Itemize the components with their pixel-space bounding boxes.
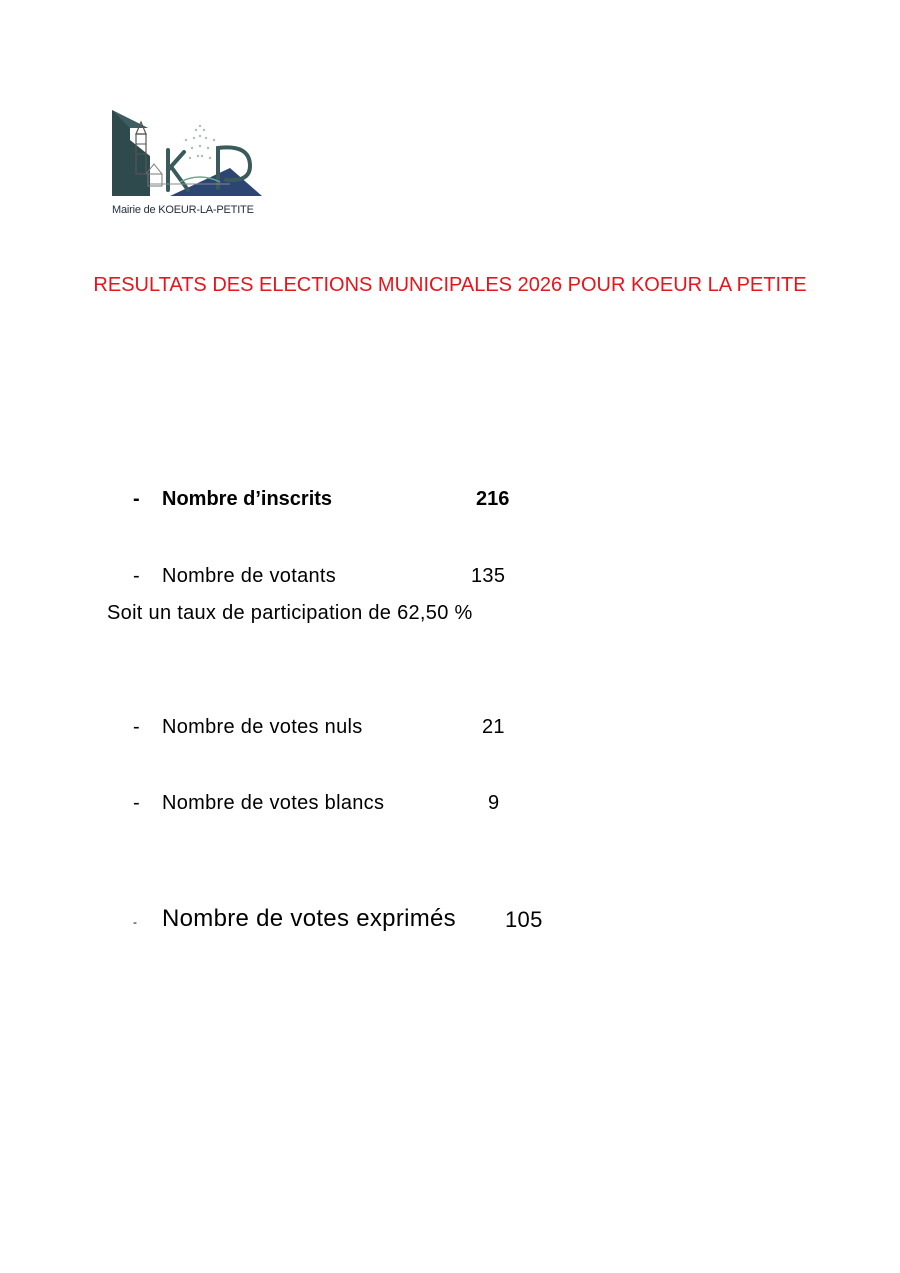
bullet-dash: - <box>133 915 138 929</box>
exprimes-value: 105 <box>505 907 543 932</box>
bullet-dash: - <box>133 716 140 738</box>
town-logo <box>110 110 270 222</box>
blancs-value: 9 <box>488 792 500 814</box>
votants-value: 135 <box>471 565 506 587</box>
votants-label: Nombre de votants <box>162 565 337 587</box>
page-title: RESULTATS DES ELECTIONS MUNICIPALES 2026 POUR KOEUR LA PETITE <box>93 274 807 296</box>
bullet-dash: - <box>133 565 140 587</box>
blancs-label: Nombre de votes blancs <box>162 792 385 814</box>
nuls-label: Nombre de votes nuls <box>162 716 363 738</box>
town-logo-emblem-icon <box>110 110 270 202</box>
bullet-dash: - <box>133 792 140 814</box>
bullet-dash: - <box>133 488 140 510</box>
nuls-value: 21 <box>482 716 505 738</box>
inscrits-value: 216 <box>476 488 510 510</box>
inscrits-label: Nombre d’inscrits <box>162 488 333 510</box>
exprimes-label: Nombre de votes exprimés <box>162 905 456 932</box>
logo-caption: Mairie de KOEUR-LA-PETITE <box>112 204 254 216</box>
participation-rate: Soit un taux de participation de 62,50 % <box>107 602 473 624</box>
